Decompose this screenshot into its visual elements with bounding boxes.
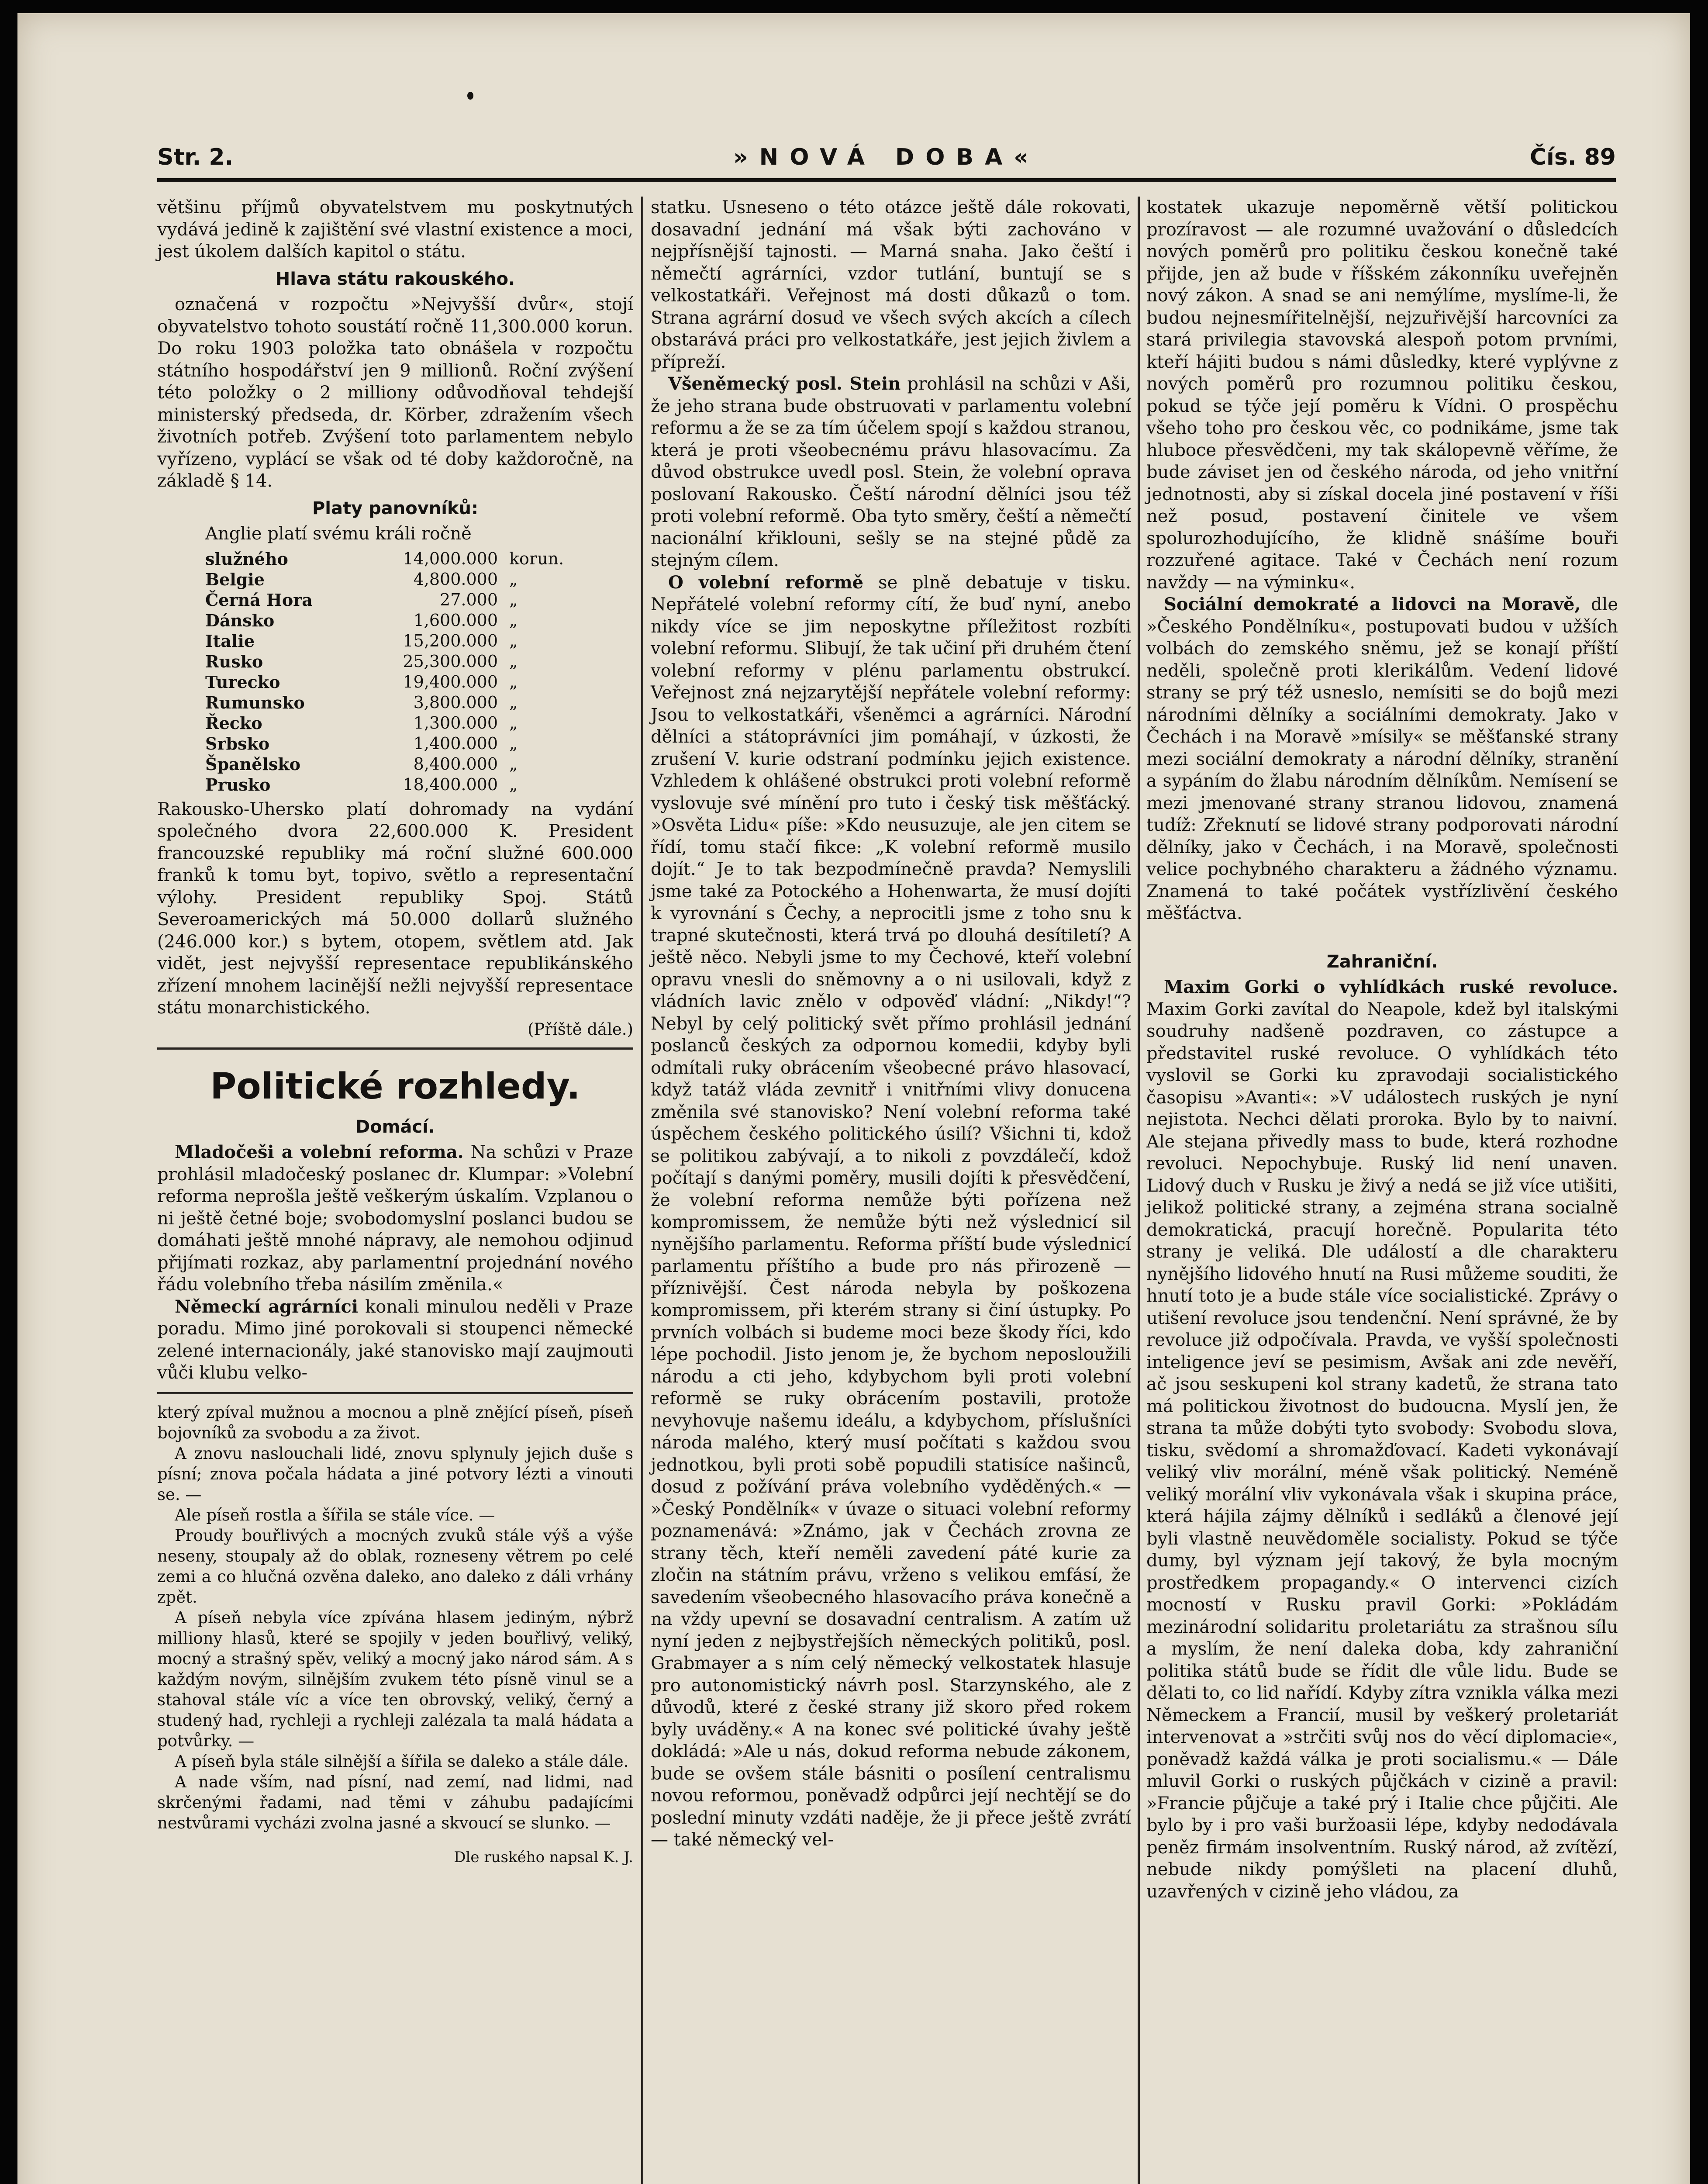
table-cell-amount: 1,400.000 bbox=[413, 733, 498, 753]
table-cell-country: Italie bbox=[205, 631, 255, 651]
table-cell-unit: korun. bbox=[509, 549, 564, 568]
table-cell-unit: „ bbox=[509, 692, 518, 712]
table-cell-country: Srbsko bbox=[205, 733, 270, 753]
table-row bbox=[205, 569, 598, 590]
table-cell-unit: „ bbox=[509, 774, 518, 794]
table-cell-country: Prusko bbox=[205, 774, 271, 795]
column-1 bbox=[157, 197, 633, 1868]
paragraph: Rakousko-Uhersko platí dohromady na vydání společného dvora 22,600.000 K. President francouzské republiky má roční služné 600.000 franků k tomu byt, topivo, světlo a representační výlohy. President republiky Spoj. Států Severoamerických má 50.000 dollarů služného (246.000 kor.) s bytem, otopem, světlem atd. Jak vidět, jest nejvyšší representace republikánského zřízení mnohem lacinější nežli nejvyšší representace státu monarchistického. bbox=[157, 799, 633, 1018]
story-paragraph: A píseň byla stále silnější a šířila se daleko a stále dále. bbox=[175, 1752, 629, 1771]
column-3 bbox=[1146, 197, 1618, 1903]
column-divider bbox=[641, 197, 643, 2184]
paragraph-text: Maxim Gorki zavítal do Neapole, kdež byl italskými soudruhy nadšeně pozdraven, co zástupce a představitel ruské revoluce. O vyhlídkách této vyslovil se Gorki ku zpravodaji socialistického časopisu »Avanti«: »V událostech ruských je nyní nejistota. Nechci dělati proroka. Bylo by to naivní. Ale stejana přivedly mass to bude, která rozhodne revoluci. Nepochybuje. Ruský lid není unaven. Lidový duch v Rusku je živý a nedá se již více utišiti, jelikož politické strany, a zejména strana socialně demokratická, pracují horečně. Popularita této strany je veliká. Dle událostí a dle charakteru nynějšího lidového hnutí na Rusi můžeme souditi, že hnutí toto je a bude stále více socialistické. Zprávy o utišení revoluce jsou tendenční. Není správné, že by revoluce již odpočívala. Pravda, ve vyšší společnosti inteligence jeví se pesimism, Avšak ani zde nevěří, ač jsou seskupeni kol strany kadetů, že strana tato má politickou životnost do budoucna. Myslí jen, že strana ta může dobýti tyto svobody: Svobodu slova, tisku, svědomí a shromažďovací. Kadeti vykonávají veliký vliv morální, méně však politický. Neméně veliký morální vliv vykonávala však i skupina práce, která hájila zájmy dělníků i sedláků a členové její byli vlastně neuvědoměle socialisty. Pokud se týče dumy, byl význam její takový, že byla mocným prostředkem propagandy.« O intervenci cizích mocností v Rusku pravil Gorki: »Pokládám mezinárodní solidaritu proletariátu za strašnou sílu a myslím, že není daleka doba, kdy zahraniční politika států bude se řídit dle vůle lidu. Bude se dělati to, co lid nařídí. Kdyby zítra vznikla válka mezi Německem a Francií, musil by veškerý proletariát intervenovat a »strčiti svůj nos do věcí diplomacie«, poněvadž každá válka je proti socialismu.« — Dále mluvil Gorki o ruských půjčkách v cizině a pravil: »Francie půjčuje a také prý i Italie chce půjčiti. Ale bylo by i pro vaši buržoasii lépe, kdyby nedodávala peněz firmám insolventním. Ruský národ, až zvítězí, nebude nikdy pomýšleti na placení dluhů, uzavřených v cizině jeho vládou, za bbox=[1146, 999, 1618, 1902]
paragraph-text: se plně debatuje v tisku. Nepřátelé volební reformy cítí, že buď nyní, anebo nikdy více se jim neposkytne příležitost rozbíti volební reformu. Slibují, že tak učiní při druhém čtení volební reformy v plénu parlamentu obstrukcí. Veřejnost zná nejzarytější nepřátele volební reformy: Jsou to velkostatkáři, všeněmci a agrárníci. Národní dělníci a státoprávníci jim pomáhají, v úzkosti, že zrušení V. kurie odstraní podmínku jejich existence. Vzhledem k ohlášené obstrukci proti volební reformě vyslovuje své mínění pro tuto i český tisk měšťácký. »Osvěta Lidu« píše: »Kdo neusuzuje, ale jen citem se řídí, tomu stačí fikce: „K volební reformě musilo dojít.“ Je to tak bezpodmínečně pravda? Nemyslili jsme také za Potockého a Hohenwarta, že musí dojíti k vyrovnání s Čechy, a neprocitli jsme z toho snu k trapné skutečnosti, která trvá po dlouhá desítiletí? A ještě něco. Nebyli jsme to my Čechové, kteří volební opravu vnesli do sněmovny a o ni usilovali, když z vládních lavic znělo v odpověď vládní: „Nikdy!“? Nebyl by celý politický svět přímo prohlásil jednání poslanců českých za odpornou komedii, kdyby byli odmítali ruky obrácením všeobecné právo hlasovací, když tatáž vláda zevnitř i vnitřními vlivy donucena změnila své stanovisko? Není volební reforma také úspěchem českého politického úsilí? Všichni ti, kdož se politikou zabývají, a to nikoli z povzdálečí, kdož počítají s danými poměry, musili dojíti k přesvědčení, že volební reforma nemůže býti pořízena než kompromissem, že nemůže býti než výslednicí sil nynějšího parlamentu. Reforma příští bude výslednicí parlamentu příštího a bude pro nás přirozeně — příznivější. Čest národa nebyla by poškozena kompromissem, při kterém strany si činí ústupky. Po prvních volbách si budeme moci beze škody říci, kdo lépe pochodil. Jisto jenom je, že bychom neposloužili národu a cti jeho, kdybychom byli proti volební reformě se ruky obrácením postavili, protože nevyhovuje našemu ideálu, a kdybychom, příslušníci národa malého, který musí počítati s každou svou jednotkou, byli proti sobě popudili statisíce našinců, dosud z požívání práva volebního vyděděných.« — »Český Pondělník« v úvaze o situaci volební reformy poznamenává: »Známo, jak v Čechách zrovna ze strany těch, kteří neměli zavedení páté kurie za zločin na státním právu, vrženo s velikou emfásí, že savedením všeobecného hlasovacího práva konečně a na vždy upevní se dosavadní centralism. A zatím už nyní jeden z nejbystřejších německých politiků, posl. Grabmayer a s ním celý německý velkostatek hlasuje pro autonomistický návrh posl. Starzynského, ale z důvodů, které z české strany již skoro před rokem byly uváděny.« A na konec své politické úvahy ještě dokládá: »Ale u nás, dokud reforma nebude zákonem, bude se ovšem stále básniti o posílení centralismu novou reformou, poněvadž odpůrci její nechtějí se do poslední minuty vzdáti naděje, že ji přece ještě zvrátí — také německý vel- bbox=[651, 572, 1132, 1850]
page-number: Str. 2. bbox=[157, 144, 234, 170]
ink-speck bbox=[467, 92, 473, 100]
table-cell-amount: 25,300.000 bbox=[403, 651, 498, 671]
paragraph bbox=[1146, 594, 1618, 925]
table-cell-country: Turecko bbox=[205, 672, 280, 692]
table-cell-country: Španělsko bbox=[205, 754, 300, 774]
table-cell-amount: 19,400.000 bbox=[403, 672, 498, 691]
table-cell-country: služného bbox=[205, 549, 288, 569]
salary-table bbox=[205, 549, 598, 795]
subsection-heading: Domácí. bbox=[355, 1116, 435, 1137]
table-row bbox=[205, 610, 598, 631]
paragraph-text: dle »Českého Pondělníku«, postupovati budou v užších volbách do zemského sněmu, jež se konají příští neděli, společně proti klerikálům. Vedení lidové strany se prý též usneslo, nemísiti se do bojů mezi národními dělníky a sociálními demokraty. Jako v Čechách i na Moravě »mísily« se měšťanské strany mezi sociální demokraty a národní dělníky, stranění a sypáním do žlabu národním dělníkům. Nemísení se mezi jmenované strany stranou lidovou, znamená tudíž: Zřeknutí se lidové strany podporovati národní dělníky, jako v Čechách, i na Moravě, společnosti velice pochybného charakteru a žádného významu. Znamená to také počátek vystřízlivění českého měšťáctva. bbox=[1146, 594, 1618, 923]
table-cell-amount: 15,200.000 bbox=[403, 631, 498, 650]
paragraph-text: prohlásil na schůzi v Aši, že jeho strana bude obstruovati v parlamentu volební reformu a že se za tím účelem spojí s každou stranou, která je proti všeobecnému právu hlasovacímu. Za důvod obstrukce uvedl posl. Stein, že volební oprava poslovaní Rakousko. Čeští národní dělníci jsou též proti volební reformě. Oba tyto směry, čeští a němečtí nacionální křiklouni, sešly se na stejné půdě za stejným cílem. bbox=[651, 374, 1132, 570]
paragraph bbox=[157, 1141, 633, 1296]
table-cell-unit: „ bbox=[509, 631, 518, 650]
table-row bbox=[205, 713, 598, 733]
story-paragraph: A nade vším, nad písní, nad zemí, nad lidmi, nad skrčenými řadami, nad těmi v záhubu padajícími nestvůrami vycházi zvolna jasné a skvoucí se slunko. — bbox=[157, 1772, 633, 1832]
table-cell-amount: 1,300.000 bbox=[413, 713, 498, 733]
story-paragraph: který zpíval mužnou a mocnou a plně znějící píseň, píseň bojovníků za svobodu a za život. bbox=[157, 1403, 633, 1442]
table-cell-unit: „ bbox=[509, 672, 518, 691]
paragraph-lead: Maxim Gorki o vyhlídkách ruské revoluce. bbox=[1164, 977, 1618, 997]
story-paragraph: A píseň nebyla více zpívána hlasem jediným, nýbrž milliony hlasů, které se spojily v jeden bouřlivý, veliký, mocný a strašný spěv, veliký a mocný jako národ sám. A s každým novým, silnějším zvukem této písně vinul se a stahoval stále víc a více ten obrovský, veliký, černý a studený had, rychleji a rychleji zalézala ta malá hádata a potvůrky. — bbox=[157, 1608, 633, 1750]
table-row bbox=[205, 631, 598, 651]
table-cell-country: Belgie bbox=[205, 569, 265, 589]
table-cell-country: Řecko bbox=[205, 713, 262, 733]
table-cell-amount: 1,600.000 bbox=[413, 610, 498, 630]
table-cell-country: Dánsko bbox=[205, 610, 275, 630]
table-row bbox=[205, 733, 598, 754]
table-cell-unit: „ bbox=[509, 754, 518, 774]
table-cell-amount: 3,800.000 bbox=[413, 692, 498, 712]
paragraph-lead: Mladočeši a volební reforma. bbox=[175, 1142, 464, 1162]
table-cell-unit: „ bbox=[509, 569, 518, 589]
table-cell-unit: „ bbox=[509, 713, 518, 733]
section-heading: Platy panovníků: bbox=[312, 498, 479, 518]
paragraph: označená v rozpočtu »Nejvyšší dvůr«, stojí obyvatelstvo tohoto soustátí ročně 11,300.000 korun. Do roku 1903 položka tato obnášela v rozpočtu státního hospodářství jen 9 millionů. Roční zvýšení této položky o 2 milliony odůvodňoval tehdejší ministerský předseda, dr. Körber, zdražením všech životních potřeb. Zvýšení toto parlamentem nebylo vyřízeno, vyplácí se však od té doby každoročně, na základě § 14. bbox=[157, 294, 633, 491]
section-title: Politické rozhledy. bbox=[210, 1065, 580, 1107]
table-cell-amount: 14,000.000 bbox=[403, 549, 498, 568]
table-row bbox=[205, 754, 598, 774]
table-cell-amount: 4,800.000 bbox=[413, 569, 498, 589]
paragraph bbox=[651, 572, 1131, 1851]
story bbox=[157, 1402, 633, 1833]
table-cell-unit: „ bbox=[509, 590, 518, 609]
paragraph-lead: Německí agrárníci bbox=[175, 1296, 359, 1317]
table-cell-unit: „ bbox=[509, 651, 518, 671]
signature: Dle ruského napsal K. J. bbox=[454, 1848, 633, 1866]
newspaper-page bbox=[17, 13, 1690, 2184]
paragraph: statku. Usneseno o této otázce ještě dále rokovati, dosavadní jednání má však býti zachováno v nejpřísnější tajnosti. — Marná snaha. Jako čeští i němečtí agrárníci, vzdor tutlání, buntují se s velkostatkáři. Veřejnost má dosti důkazů o tom. Strana agrární dosud ve všech svých akcích a cílech obstarává práci pro velkostatkáře, jest jejich živlem a přípreží. bbox=[651, 197, 1131, 372]
table-cell-unit: „ bbox=[509, 610, 518, 630]
table-cell-country: Rumunsko bbox=[205, 692, 305, 712]
table-cell-country: Rusko bbox=[205, 651, 263, 671]
paragraph-lead: Všeněmecký posl. Stein bbox=[668, 373, 901, 394]
paragraph-text: Na schůzi v Praze prohlásil mladočeský poslanec dr. Klumpar: »Volební reforma neprošla ještě veškerým úskalím. Vzplanou o ni ještě četné boje; svobodomyslní poslanci budou se domáhati ještě mnohé nápravy, ale nemohou odjinud přijímati rozkaz, aby parlamentní projednání nového řádu volebního třeba násilím změnila.« bbox=[157, 1142, 634, 1295]
table-cell-amount: 27.000 bbox=[440, 590, 498, 609]
column-2 bbox=[651, 197, 1131, 1851]
story-paragraph: A znovu naslouchali lidé, znovu splynuly jejich duše s písní; znova počala hádata a jiné potvory lézti a vinouti se. — bbox=[157, 1444, 633, 1504]
continued-note: (Příště dále.) bbox=[527, 1019, 633, 1039]
table-row bbox=[205, 590, 598, 610]
page-header bbox=[157, 140, 1616, 179]
paragraph bbox=[651, 373, 1131, 572]
newspaper-title: »NOVÁ DOBA« bbox=[733, 144, 1040, 170]
subsection-heading: Zahraniční. bbox=[1326, 951, 1438, 972]
table-cell-unit: „ bbox=[509, 733, 518, 753]
paragraph bbox=[1146, 976, 1618, 1903]
divider bbox=[157, 1047, 633, 1050]
table-row bbox=[205, 672, 598, 692]
paragraph: kostatek ukazuje nepoměrně větší politickou prozíravost — ale rozumné uvažování o důsledcích nových poměrů pro politiku českou konečně také přijde, jen až bude v říšském zákonníku uveřejněn nový zákon. A snad se ani nemýlíme, myslíme-li, že budou nejnesmířitelnější, nejzuřivější harcovníci za stará privilegia stavovská alespoň potom prvními, kteří hájiti budou s námi důsledky, které vyplývne z nových poměrů pro rozumnou politiku českou, pokud se týče její poměru k Vídni. O prospěchu všeho toho pro českou věc, co podnikáme, jsme tak hluboce přesvědčeni, my tak skálopevně věříme, že bude záviset jen od českého národa, od jeho vnitřní jednotnosti, aby si získal docela jiné postavení v říši než posud, postavení činitele ve všem spolurozhodujícího, že klidně snášíme bouři rozzuřené agitace. Také v Čechách není rozum navždy — na výminku«. bbox=[1146, 197, 1618, 593]
paragraph: většinu příjmů obyvatelstvem mu poskytnutých vydává jedině k zajištění své vlastní existence a moci, jest úkolem dalších kapitol o státu. bbox=[157, 197, 633, 262]
table-cell-amount: 8,400.000 bbox=[413, 754, 498, 774]
table-cell-country: Černá Hora bbox=[205, 590, 313, 610]
paragraph-text: konali minulou neděli v Praze poradu. Mimo jiné porokovali si stoupenci německé zelené internacionály, jaké stanovisko mají zaujmouti vůči klubu velko- bbox=[157, 1296, 633, 1383]
table-row bbox=[205, 774, 598, 795]
table-row bbox=[205, 651, 598, 672]
table-cell-amount: 18,400.000 bbox=[403, 774, 498, 794]
table-row bbox=[205, 549, 598, 569]
paragraph-lead: Sociální demokraté a lidovci na Moravě, bbox=[1164, 594, 1581, 615]
issue-number: Čís. 89 bbox=[1529, 144, 1616, 170]
table-row bbox=[205, 692, 598, 713]
divider bbox=[157, 1392, 633, 1394]
paragraph-lead: O volební reformě bbox=[668, 572, 864, 593]
paragraph bbox=[157, 1296, 633, 1384]
section-heading: Hlava státu rakouského. bbox=[275, 269, 515, 289]
header-rule bbox=[157, 178, 1616, 182]
story-paragraph: Ale píseň rostla a šířila se stále více. — bbox=[175, 1505, 495, 1524]
column-divider bbox=[1138, 197, 1140, 2184]
table-intro: Anglie platí svému králi ročně bbox=[205, 524, 472, 544]
story-paragraph: Proudy bouřlivých a mocných zvuků stále výš a výše neseny, stoupaly až do oblak, rozneseny větrem po celé zemi a co hlučná ozvěna daleko, ano daleko z dáli vrhány zpět. bbox=[157, 1526, 633, 1607]
